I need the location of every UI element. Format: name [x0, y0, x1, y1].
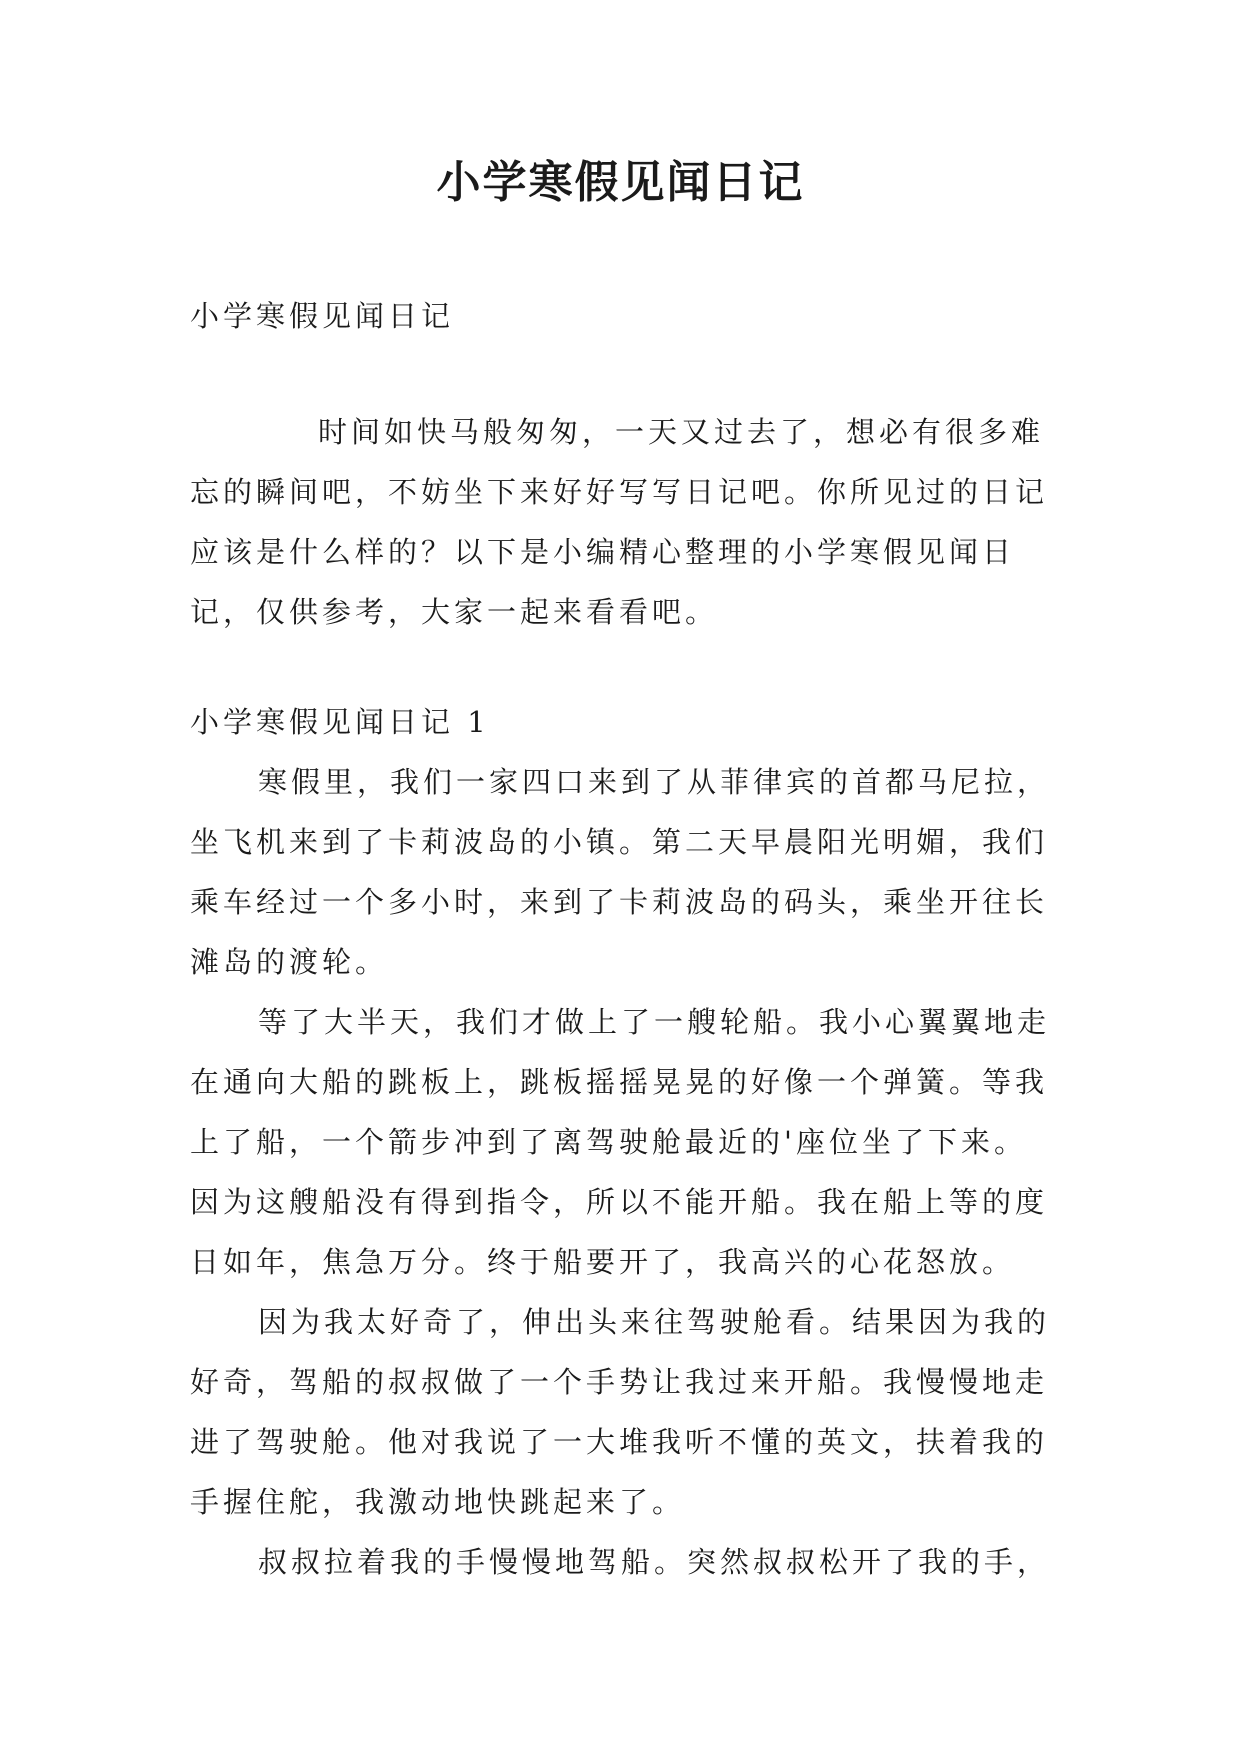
body-paragraph: 因为我太好奇了，伸出头来往驾驶舱看。结果因为我的好奇，驾船的叔叔做了一个手势让我过来开船。我慢慢地走进了驾驶舱。他对我说了一大堆我听不懂的英文，扶着我的手握住舵，我激动地快跳起来了。	[190, 1305, 1051, 1519]
body-paragraph: 等了大半天，我们才做上了一艘轮船。我小心翼翼地走在通向大船的跳板上，跳板摇摇晃晃的好像一个弹簧。等我上了船，一个箭步冲到了离驾驶舱最近的'座位坐了下来。因为这艘船没有得到指令，所以不能开船。我在船上等的度日如年，焦急万分。终于船要开了，我高兴的心花怒放。	[190, 1005, 1051, 1279]
intro-paragraph: 时间如快马般匆匆，一天又过去了，想必有很多难忘的瞬间吧，不妨坐下来好好写写日记吧。你所见过的日记应该是什么样的？以下是小编精心整理的小学寒假见闻日记，仅供参考，大家一起来看看吧。	[190, 415, 1049, 629]
section-body	[190, 752, 1050, 1592]
section-heading: 小学寒假见闻日记 1	[190, 705, 490, 739]
document-subtitle: 小学寒假见闻日记	[190, 299, 455, 333]
body-paragraph: 叔叔拉着我的手慢慢地驾船。突然叔叔松开了我的手，	[258, 1545, 1051, 1579]
body-paragraph: 寒假里，我们一家四口来到了从菲律宾的首都马尼拉，坐飞机来到了卡莉波岛的小镇。第二天早晨阳光明媚，我们乘车经过一个多小时，来到了卡莉波岛的码头，乘坐开往长滩岛的渡轮。	[190, 765, 1051, 979]
document-title: 小学寒假见闻日记	[436, 157, 805, 208]
